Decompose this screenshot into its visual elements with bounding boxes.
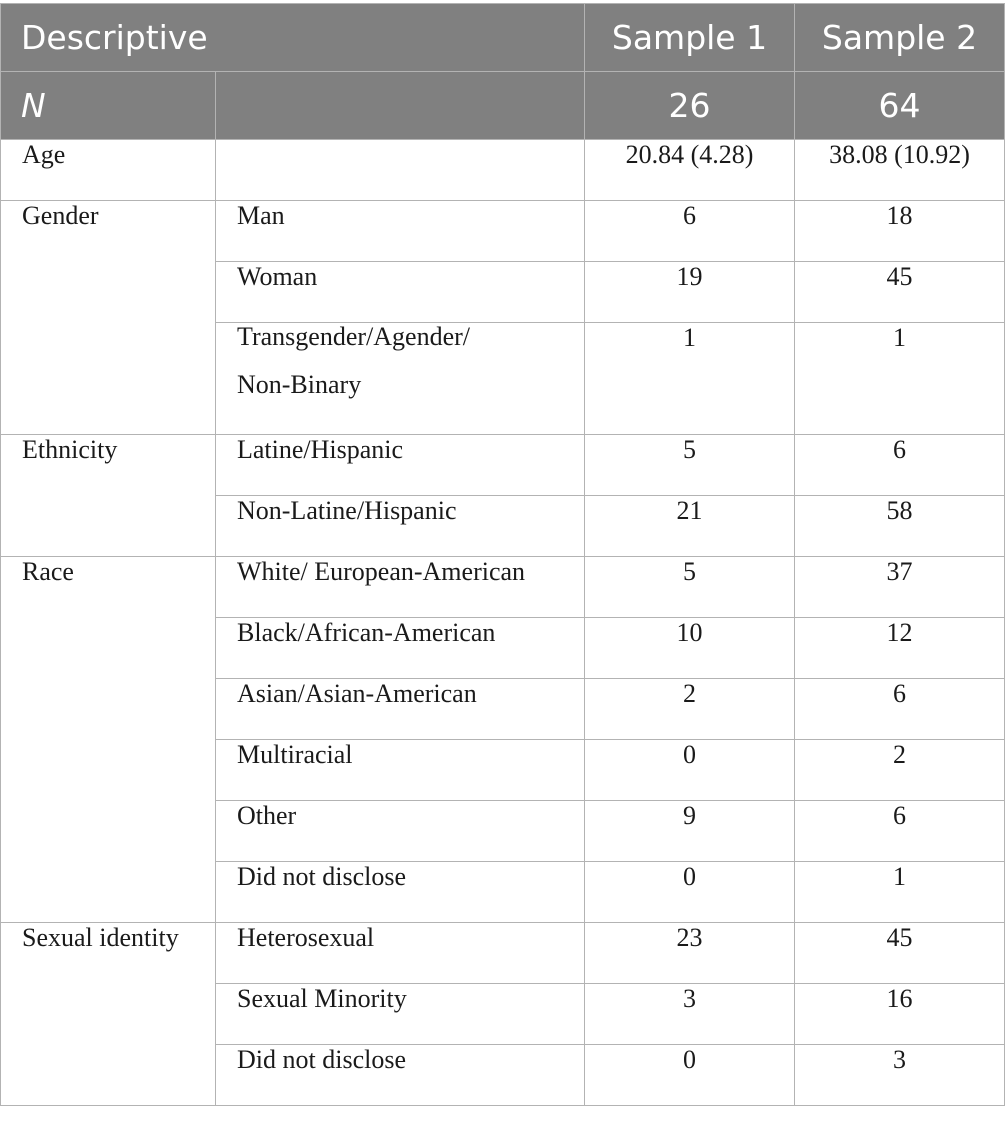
n-row bbox=[1, 72, 1005, 140]
sexual-hetero-sample1: 23 bbox=[585, 923, 795, 984]
descriptive-header: Descriptive bbox=[1, 4, 585, 72]
race-asian-label: Asian/Asian-American bbox=[216, 679, 585, 740]
sexual-minority-sample1: 3 bbox=[585, 984, 795, 1045]
age-sample2: 38.08 (10.92) bbox=[795, 140, 1005, 201]
ethnicity-nonlatine-sample2: 58 bbox=[795, 496, 1005, 557]
race-multiracial-label: Multiracial bbox=[216, 740, 585, 801]
n-blank-cell bbox=[216, 72, 585, 140]
sexual-undisclosed-sample2: 3 bbox=[795, 1045, 1005, 1106]
gender-label: Gender bbox=[1, 201, 216, 435]
gender-nonbinary-sample1: 1 bbox=[585, 323, 795, 435]
n-sample2: 64 bbox=[795, 72, 1005, 140]
sexual-hetero-sample2: 45 bbox=[795, 923, 1005, 984]
gender-man-label: Man bbox=[216, 201, 585, 262]
sexual-identity-label: Sexual identity bbox=[1, 923, 216, 1106]
race-white-label: White/ European-American bbox=[216, 557, 585, 618]
sexual-minority-label: Sexual Minority bbox=[216, 984, 585, 1045]
race-other-sample1: 9 bbox=[585, 801, 795, 862]
table-row bbox=[1, 140, 1005, 201]
race-asian-sample2: 6 bbox=[795, 679, 1005, 740]
sexual-hetero-label: Heterosexual bbox=[216, 923, 585, 984]
ethnicity-nonlatine-label: Non-Latine/Hispanic bbox=[216, 496, 585, 557]
gender-nonbinary-label-line1: Transgender/Agender/ bbox=[237, 322, 470, 351]
header-row bbox=[1, 4, 1005, 72]
n-label: N bbox=[1, 72, 216, 140]
sexual-undisclosed-sample1: 0 bbox=[585, 1045, 795, 1106]
sample2-header: Sample 2 bbox=[795, 4, 1005, 72]
sample1-header: Sample 1 bbox=[585, 4, 795, 72]
ethnicity-latine-label: Latine/Hispanic bbox=[216, 435, 585, 496]
age-sample1: 20.84 (4.28) bbox=[585, 140, 795, 201]
race-black-sample1: 10 bbox=[585, 618, 795, 679]
race-multiracial-sample2: 2 bbox=[795, 740, 1005, 801]
age-blank-cell bbox=[216, 140, 585, 201]
table-row bbox=[1, 435, 1005, 496]
table-row bbox=[1, 557, 1005, 618]
race-undisclosed-sample2: 1 bbox=[795, 862, 1005, 923]
demographics-table bbox=[0, 3, 1005, 1106]
race-white-sample2: 37 bbox=[795, 557, 1005, 618]
ethnicity-nonlatine-sample1: 21 bbox=[585, 496, 795, 557]
sexual-minority-sample2: 16 bbox=[795, 984, 1005, 1045]
race-other-sample2: 6 bbox=[795, 801, 1005, 862]
gender-nonbinary-label-line2: Non-Binary bbox=[237, 370, 362, 399]
ethnicity-latine-sample2: 6 bbox=[795, 435, 1005, 496]
gender-nonbinary-label bbox=[216, 323, 585, 435]
gender-woman-sample2: 45 bbox=[795, 262, 1005, 323]
race-undisclosed-label: Did not disclose bbox=[216, 862, 585, 923]
ethnicity-label: Ethnicity bbox=[1, 435, 216, 557]
race-label: Race bbox=[1, 557, 216, 923]
sexual-undisclosed-label: Did not disclose bbox=[216, 1045, 585, 1106]
race-black-label: Black/African-American bbox=[216, 618, 585, 679]
race-asian-sample1: 2 bbox=[585, 679, 795, 740]
race-other-label: Other bbox=[216, 801, 585, 862]
gender-man-sample1: 6 bbox=[585, 201, 795, 262]
race-undisclosed-sample1: 0 bbox=[585, 862, 795, 923]
n-sample1: 26 bbox=[585, 72, 795, 140]
gender-nonbinary-sample2: 1 bbox=[795, 323, 1005, 435]
table-row bbox=[1, 923, 1005, 984]
race-black-sample2: 12 bbox=[795, 618, 1005, 679]
gender-man-sample2: 18 bbox=[795, 201, 1005, 262]
race-multiracial-sample1: 0 bbox=[585, 740, 795, 801]
ethnicity-latine-sample1: 5 bbox=[585, 435, 795, 496]
gender-woman-label: Woman bbox=[216, 262, 585, 323]
age-label: Age bbox=[1, 140, 216, 201]
table-row bbox=[1, 201, 1005, 262]
race-white-sample1: 5 bbox=[585, 557, 795, 618]
gender-woman-sample1: 19 bbox=[585, 262, 795, 323]
